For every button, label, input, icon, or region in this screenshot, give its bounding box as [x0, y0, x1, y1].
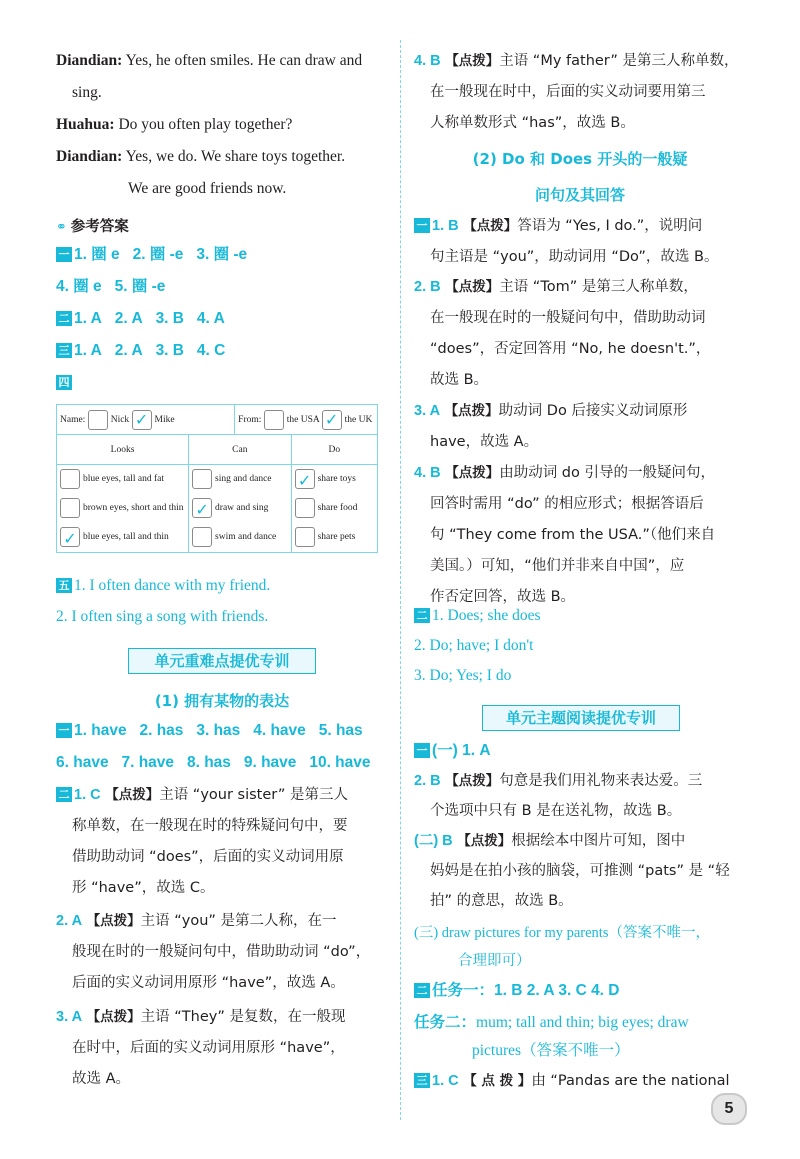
dialogue-line — [56, 146, 388, 168]
explanation-line: 在一般现在时中，后面的实义动词要用第三 — [430, 84, 706, 100]
dialogue-line — [56, 82, 388, 104]
from-cell — [235, 405, 378, 435]
explanation-line: 妈妈是在拍小孩的脑袋，可推测 “pats” 是 “轻 — [430, 863, 730, 879]
explanation-line: have，故选 A。 — [430, 434, 539, 450]
answer: 4. 圈 e — [56, 278, 102, 295]
dialogue-line — [56, 178, 388, 200]
speaker: Diandian: — [56, 52, 123, 69]
explanation-line: 拍” 的意思，故选 B。 — [430, 893, 573, 909]
answer: 1. A — [74, 342, 102, 359]
tip-tag: 【点拨】 — [86, 1009, 141, 1025]
section-subtitle: 问句及其回答 — [534, 186, 625, 204]
question-number: 3. A — [56, 1009, 83, 1025]
explanation-line: 般现在时的一般疑问句中，借助助动词 “do”， — [72, 944, 371, 960]
column-divider — [400, 40, 401, 1120]
part1-line — [56, 244, 388, 266]
speaker: Diandian: — [56, 148, 123, 165]
explanation-line: 2. A 【点拨】主语 “you” 是第二人称，在一 — [56, 913, 337, 929]
explanation-line: 句 “They come from the USA.”（他们来自 — [430, 527, 716, 543]
answer: 2. 圈 -e — [132, 246, 184, 263]
option-label: Nick — [110, 414, 130, 425]
explanation-line: 3. A 【点拨】助动词 Do 后接实义动词原形 — [414, 403, 688, 419]
explanation-line: 后面的实义动词用原形 “have”，故选 A。 — [72, 975, 345, 991]
check-icon: ✓ — [63, 528, 77, 548]
task-line: pictures（答案不唯一） — [472, 1042, 630, 1059]
part3-line — [56, 340, 388, 362]
answer-line: 一 (一) 1. A — [414, 740, 746, 762]
speaker: Huahua: — [56, 116, 115, 133]
looks-cell — [57, 465, 189, 553]
answer-line: 2. Do; have; I don't — [414, 637, 534, 654]
explanation-line: 3. A 【点拨】主语 “They” 是复数，在一般现 — [56, 1009, 346, 1025]
column-header: Do — [291, 435, 377, 465]
explanation-line: (二) B 【点拨】根据绘本中图片可知，图中 — [414, 833, 686, 849]
explanation-line: 故选 A。 — [72, 1071, 131, 1087]
answer-line: 合理即可） — [458, 953, 531, 969]
can-cell — [189, 465, 292, 553]
question-number: 1. C — [432, 1073, 459, 1089]
column-header: Looks — [57, 435, 189, 465]
section-marker: 四 — [56, 375, 72, 390]
dialogue-line — [56, 114, 388, 136]
explanation-line: 在时中，后面的实义动词用原形 “have”， — [72, 1040, 345, 1056]
checkbox-checked[interactable] — [322, 410, 342, 430]
question-number: 4. B — [414, 465, 441, 481]
option-label: Mike — [154, 414, 175, 425]
section-marker: 二 — [56, 787, 72, 802]
option-label: draw and sing — [215, 503, 269, 513]
unit-title: 单元重难点提优专训 — [128, 648, 316, 674]
page-number: 5 — [711, 1093, 747, 1125]
explanation-line: 称单数，在一般现在时的特殊疑问句中，要 — [72, 818, 348, 834]
explanation-line: 故选 B。 — [430, 372, 489, 388]
checkbox[interactable] — [192, 469, 212, 489]
part5-line — [56, 606, 388, 628]
checkbox[interactable] — [295, 498, 315, 518]
section-marker: 一 — [414, 218, 430, 233]
explanation-line: 三 1. C 【 点 拨 】由 “Pandas are the national — [414, 1070, 746, 1092]
explanation-line: 句主语是 “you”，助动词用 “Do”，故选 B。 — [430, 249, 719, 265]
dialogue-text: sing. — [72, 84, 102, 101]
checkbox[interactable] — [192, 527, 212, 547]
option-label: swim and dance — [215, 532, 277, 542]
checkbox[interactable] — [295, 527, 315, 547]
answer: 3. B — [155, 310, 184, 327]
check-icon: ✓ — [297, 470, 312, 490]
link-icon: ⚭ — [56, 220, 67, 235]
answer: 2. A — [114, 342, 143, 359]
explanation-line: 回答时需用 “do” 的相应形式；根据答语后 — [430, 496, 704, 512]
tip-tag: 【点拨】 — [445, 465, 500, 481]
checkbox[interactable] — [60, 469, 80, 489]
part2-line — [56, 308, 388, 330]
task-line: 二 任务一：1. B 2. A 3. C 4. D — [414, 980, 746, 1002]
section-marker: 三 — [56, 343, 72, 358]
option-label: share food — [317, 503, 358, 513]
answer-line: (三) draw pictures for my parents（答案不唯一， — [414, 925, 710, 941]
checkbox[interactable] — [264, 410, 284, 430]
section-marker: 二 — [414, 983, 430, 998]
option-label: the UK — [344, 414, 373, 425]
explanation-line: 借助助动词 “does”，后面的实义动词用原 — [72, 849, 344, 865]
explanation-line: 4. B 【点拨】主语 “My father” 是第三人称单数， — [414, 53, 739, 69]
option-label: blue eyes, tall and thin — [83, 532, 169, 542]
tip-tag: 【点拨】 — [445, 773, 500, 789]
option-label: brown eyes, short and thin — [83, 503, 184, 513]
option-label: blue eyes, tall and fat — [83, 474, 164, 484]
answers-title: 参考答案 — [70, 219, 129, 235]
p1-line: 一 1. have 2. has 3. has 4. have 5. has — [56, 720, 388, 742]
explanation-line: “does”，否定回答用 “No, he doesn't.”， — [430, 341, 711, 357]
option-label: share toys — [317, 474, 356, 484]
task-line: 任务二：mum; tall and thin; big eyes; draw — [414, 1014, 689, 1031]
answer: 1. I often dance with my friend. — [74, 577, 271, 594]
section-marker: 二 — [414, 608, 430, 623]
option-label: the USA — [286, 414, 320, 425]
tip-tag: 【 点 拨 】 — [463, 1073, 532, 1089]
answer-table — [56, 404, 378, 553]
part5-line — [56, 575, 388, 597]
question-number: 1. C — [74, 787, 101, 803]
explanation-line: 作否定回答，故选 B。 — [430, 589, 576, 605]
section-subtitle: (1) 拥有某物的表达 — [154, 692, 290, 710]
column-header: Can — [189, 435, 292, 465]
section-marker: 五 — [56, 578, 72, 593]
part4-line — [56, 372, 388, 394]
option-label: sing and dance — [215, 474, 272, 484]
question-number: 2. B — [414, 773, 441, 789]
part1-line — [56, 276, 388, 298]
dialogue-text: Yes, we do. We share toys together. — [125, 148, 346, 165]
p1-line: 6. have 7. have 8. has 9. have 10. have — [56, 754, 371, 771]
explanation-line: 4. B 【点拨】由助动词 do 引导的一般疑问句， — [414, 465, 715, 481]
question-number: 3. A — [414, 403, 441, 419]
tip-tag: 【点拨】 — [457, 833, 512, 849]
answer: 2. A — [114, 310, 143, 327]
explanation-line: 在一般现在时的一般疑问句中，借助助动词 — [430, 310, 706, 326]
explanation-line: 2. B 【点拨】主语 “Tom” 是第三人称单数， — [414, 279, 698, 295]
checkbox-checked[interactable] — [295, 469, 315, 489]
tip-tag: 【点拨】 — [463, 218, 518, 234]
check-icon: ✓ — [134, 409, 149, 429]
explanation-line: 人称单数形式 “has”，故选 B。 — [430, 115, 635, 131]
section-marker: 一 — [56, 723, 72, 738]
dialogue-text: We are good friends now. — [128, 180, 287, 197]
question-number: 4. B — [414, 53, 441, 69]
tip-tag: 【点拨】 — [105, 787, 160, 803]
answer: 5. 圈 -e — [114, 278, 166, 295]
check-icon: ✓ — [195, 499, 209, 519]
dialogue-line — [56, 50, 388, 72]
check-icon: ✓ — [324, 409, 339, 429]
checkbox-checked[interactable] — [132, 410, 152, 430]
tip-tag: 【点拨】 — [445, 53, 500, 69]
question-number: (二) B — [414, 833, 453, 849]
section-marker: 二 — [56, 311, 72, 326]
name-label: Name: — [60, 414, 86, 425]
answer: 4. C — [196, 342, 226, 359]
answer: 3. 圈 -e — [196, 246, 248, 263]
explanation-line: 美国。）可知，“他们并非来自中国”，应 — [430, 558, 685, 574]
tip-tag: 【点拨】 — [86, 913, 141, 929]
section-marker: 三 — [414, 1073, 430, 1088]
unit-title: 单元主题阅读提优专训 — [482, 705, 680, 731]
name-cell — [57, 405, 235, 435]
section-subtitle: (2) Do 和 Does 开头的一般疑 — [472, 150, 688, 168]
question-number: 2. B — [414, 279, 441, 295]
answer: 4. A — [196, 310, 225, 327]
answer-line: 二 1. Does; she does — [414, 605, 746, 627]
answer-line: 3. Do; Yes; I do — [414, 667, 512, 684]
checkbox[interactable] — [88, 410, 108, 430]
explanation-line: 形 “have”，故选 C。 — [72, 880, 215, 896]
from-label: From: — [238, 414, 262, 425]
explanation-line: 一 1. B 【点拨】答语为 “Yes, I do.”，说明问 — [414, 215, 746, 237]
answers-header — [56, 216, 388, 239]
checkbox-checked[interactable] — [60, 527, 80, 547]
answer: 1. 圈 e — [74, 246, 120, 263]
answer: 1. A — [74, 310, 102, 327]
question-number: 2. A — [56, 913, 83, 929]
section-marker: 一 — [56, 247, 72, 262]
answer: 3. B — [155, 342, 184, 359]
explanation-line: 个选项中只有 B 是在送礼物，故选 B。 — [430, 803, 682, 819]
tip-tag: 【点拨】 — [445, 279, 500, 295]
section-marker: 一 — [414, 743, 430, 758]
do-cell — [291, 465, 377, 553]
dialogue-text: Yes, he often smiles. He can draw and — [125, 52, 363, 69]
explanation-line: 二 1. C 【点拨】主语 “your sister” 是第三人 — [56, 784, 388, 806]
question-number: 1. B — [432, 218, 459, 234]
option-label: share pets — [317, 532, 356, 542]
answer: 2. I often sing a song with friends. — [56, 608, 269, 625]
checkbox-checked[interactable] — [192, 498, 212, 518]
tip-tag: 【点拨】 — [444, 403, 499, 419]
explanation-line: 2. B 【点拨】句意是我们用礼物来表达爱。三 — [414, 773, 703, 789]
checkbox[interactable] — [60, 498, 80, 518]
dialogue-text: Do you often play together? — [118, 116, 293, 133]
